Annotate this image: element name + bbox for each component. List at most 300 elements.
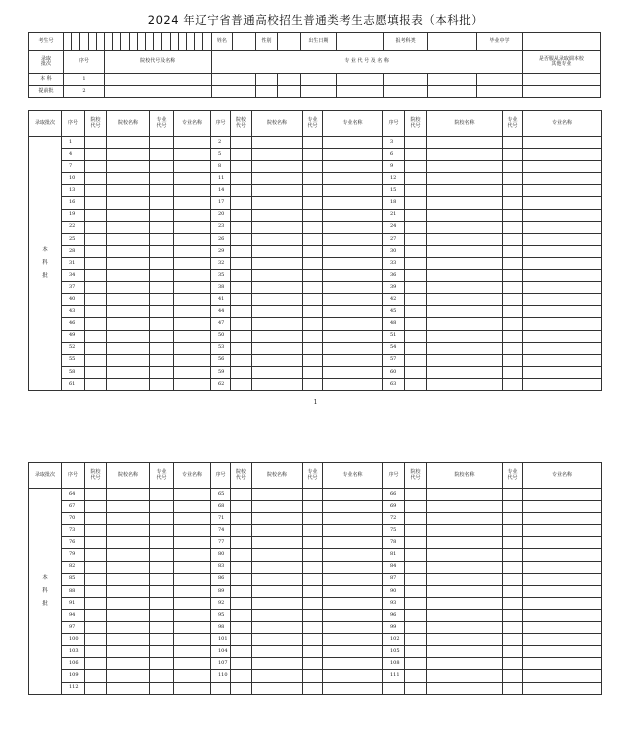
major-field[interactable]: [477, 74, 522, 86]
major-name-field[interactable]: [523, 294, 602, 306]
major-code-field[interactable]: [150, 549, 174, 561]
exam-no-digit[interactable]: [113, 33, 121, 51]
college-code-field[interactable]: [231, 622, 252, 634]
major-code-field[interactable]: [503, 245, 523, 257]
major-name-field[interactable]: [174, 549, 211, 561]
college-field[interactable]: [104, 86, 211, 98]
college-name-field[interactable]: [107, 245, 150, 257]
college-name-field[interactable]: [107, 330, 150, 342]
college-code-field[interactable]: [85, 537, 107, 549]
adjust-field[interactable]: [522, 74, 600, 86]
college-code-field[interactable]: [231, 330, 252, 342]
college-code-field[interactable]: [231, 161, 252, 173]
college-code-field[interactable]: [231, 378, 252, 390]
major-code-field[interactable]: [150, 257, 174, 269]
major-code-field[interactable]: [503, 646, 523, 658]
major-code-field[interactable]: [150, 306, 174, 318]
college-code-field[interactable]: [231, 221, 252, 233]
college-name-field[interactable]: [107, 270, 150, 282]
exam-no-digit[interactable]: [203, 33, 211, 51]
major-name-field[interactable]: [523, 549, 602, 561]
major-field[interactable]: [300, 74, 336, 86]
major-field[interactable]: [477, 86, 522, 98]
school-field[interactable]: [522, 33, 600, 51]
college-name-field[interactable]: [427, 525, 503, 537]
college-code-field[interactable]: [405, 330, 427, 342]
college-code-field[interactable]: [85, 161, 107, 173]
major-code-field[interactable]: [303, 597, 323, 609]
college-code-field[interactable]: [85, 646, 107, 658]
college-name-field[interactable]: [427, 257, 503, 269]
major-name-field[interactable]: [523, 537, 602, 549]
major-name-field[interactable]: [523, 525, 602, 537]
major-name-field[interactable]: [174, 197, 211, 209]
major-code-field[interactable]: [503, 489, 523, 501]
major-code-field[interactable]: [303, 173, 323, 185]
major-code-field[interactable]: [150, 366, 174, 378]
major-name-field[interactable]: [323, 209, 383, 221]
college-name-field[interactable]: [107, 622, 150, 634]
college-code-field[interactable]: [405, 354, 427, 366]
major-field[interactable]: [255, 74, 278, 86]
major-code-field[interactable]: [303, 149, 323, 161]
major-code-field[interactable]: [150, 161, 174, 173]
college-code-field[interactable]: [405, 306, 427, 318]
major-name-field[interactable]: [323, 525, 383, 537]
college-code-field[interactable]: [85, 378, 107, 390]
college-name-field[interactable]: [427, 658, 503, 670]
college-name-field[interactable]: [252, 525, 303, 537]
college-name-field[interactable]: [107, 573, 150, 585]
major-name-field[interactable]: [523, 609, 602, 621]
college-code-field[interactable]: [405, 573, 427, 585]
adjust-field[interactable]: [522, 86, 600, 98]
college-code-field[interactable]: [231, 597, 252, 609]
major-name-field[interactable]: [323, 257, 383, 269]
major-name-field[interactable]: [174, 318, 211, 330]
major-code-field[interactable]: [503, 173, 523, 185]
college-code-field[interactable]: [405, 173, 427, 185]
major-name-field[interactable]: [323, 161, 383, 173]
major-code-field[interactable]: [503, 221, 523, 233]
college-name-field[interactable]: [252, 221, 303, 233]
college-name-field[interactable]: [107, 549, 150, 561]
major-name-field[interactable]: [523, 173, 602, 185]
exam-no-digit[interactable]: [88, 33, 96, 51]
college-code-field[interactable]: [85, 137, 107, 149]
college-code-field[interactable]: [405, 149, 427, 161]
major-name-field[interactable]: [323, 197, 383, 209]
college-code-field[interactable]: [405, 622, 427, 634]
major-code-field[interactable]: [150, 682, 174, 694]
major-code-field[interactable]: [503, 282, 523, 294]
major-name-field[interactable]: [523, 489, 602, 501]
college-name-field[interactable]: [427, 233, 503, 245]
major-name-field[interactable]: [323, 306, 383, 318]
college-name-field[interactable]: [427, 221, 503, 233]
college-code-field[interactable]: [405, 209, 427, 221]
college-name-field[interactable]: [427, 549, 503, 561]
college-code-field[interactable]: [405, 185, 427, 197]
college-code-field[interactable]: [405, 378, 427, 390]
college-code-field[interactable]: [85, 330, 107, 342]
major-code-field[interactable]: [303, 233, 323, 245]
college-code-field[interactable]: [405, 634, 427, 646]
college-name-field[interactable]: [427, 573, 503, 585]
major-code-field[interactable]: [150, 294, 174, 306]
college-code-field[interactable]: [405, 609, 427, 621]
major-name-field[interactable]: [523, 282, 602, 294]
college-name-field[interactable]: [252, 561, 303, 573]
college-field[interactable]: [104, 74, 211, 86]
college-code-field[interactable]: [85, 597, 107, 609]
major-code-field[interactable]: [303, 573, 323, 585]
college-name-field[interactable]: [107, 137, 150, 149]
major-name-field[interactable]: [323, 682, 383, 694]
major-name-field[interactable]: [523, 318, 602, 330]
college-code-field[interactable]: [85, 342, 107, 354]
college-name-field[interactable]: [427, 149, 503, 161]
major-name-field[interactable]: [174, 233, 211, 245]
major-name-field[interactable]: [323, 366, 383, 378]
college-code-field[interactable]: [231, 209, 252, 221]
major-name-field[interactable]: [523, 245, 602, 257]
major-name-field[interactable]: [174, 366, 211, 378]
exam-no-digit[interactable]: [121, 33, 129, 51]
major-name-field[interactable]: [523, 622, 602, 634]
college-code-field[interactable]: [405, 270, 427, 282]
college-code-field[interactable]: [85, 318, 107, 330]
major-name-field[interactable]: [523, 366, 602, 378]
college-name-field[interactable]: [427, 185, 503, 197]
college-code-field[interactable]: [231, 573, 252, 585]
major-name-field[interactable]: [174, 585, 211, 597]
college-code-field[interactable]: [231, 366, 252, 378]
major-name-field[interactable]: [523, 585, 602, 597]
name-field[interactable]: [233, 33, 256, 51]
major-code-field[interactable]: [303, 561, 323, 573]
major-code-field[interactable]: [150, 270, 174, 282]
college-code-field[interactable]: [231, 257, 252, 269]
college-code-field[interactable]: [231, 634, 252, 646]
college-name-field[interactable]: [107, 342, 150, 354]
college-code-field[interactable]: [85, 489, 107, 501]
major-code-field[interactable]: [303, 270, 323, 282]
major-name-field[interactable]: [174, 609, 211, 621]
category-field[interactable]: [428, 33, 477, 51]
college-name-field[interactable]: [252, 609, 303, 621]
college-name-field[interactable]: [252, 342, 303, 354]
major-name-field[interactable]: [523, 270, 602, 282]
college-name-field[interactable]: [107, 597, 150, 609]
college-code-field[interactable]: [231, 318, 252, 330]
exam-no-digit[interactable]: [162, 33, 170, 51]
major-code-field[interactable]: [150, 561, 174, 573]
college-code-field[interactable]: [85, 306, 107, 318]
major-code-field[interactable]: [503, 634, 523, 646]
major-name-field[interactable]: [174, 634, 211, 646]
college-code-field[interactable]: [85, 658, 107, 670]
major-name-field[interactable]: [323, 318, 383, 330]
college-name-field[interactable]: [107, 634, 150, 646]
college-name-field[interactable]: [427, 489, 503, 501]
college-code-field[interactable]: [405, 342, 427, 354]
major-code-field[interactable]: [303, 318, 323, 330]
major-name-field[interactable]: [323, 561, 383, 573]
college-code-field[interactable]: [85, 585, 107, 597]
college-code-field[interactable]: [85, 549, 107, 561]
major-name-field[interactable]: [323, 245, 383, 257]
major-field[interactable]: [278, 74, 301, 86]
major-code-field[interactable]: [503, 294, 523, 306]
college-code-field[interactable]: [405, 245, 427, 257]
major-code-field[interactable]: [303, 221, 323, 233]
major-name-field[interactable]: [323, 270, 383, 282]
college-name-field[interactable]: [252, 282, 303, 294]
college-name-field[interactable]: [427, 245, 503, 257]
college-name-field[interactable]: [252, 354, 303, 366]
college-name-field[interactable]: [427, 561, 503, 573]
major-code-field[interactable]: [303, 257, 323, 269]
major-name-field[interactable]: [174, 173, 211, 185]
major-code-field[interactable]: [303, 634, 323, 646]
major-name-field[interactable]: [523, 378, 602, 390]
major-code-field[interactable]: [503, 270, 523, 282]
college-name-field[interactable]: [427, 646, 503, 658]
college-name-field[interactable]: [107, 513, 150, 525]
major-field[interactable]: [211, 86, 255, 98]
major-name-field[interactable]: [323, 233, 383, 245]
major-code-field[interactable]: [150, 330, 174, 342]
college-code-field[interactable]: [231, 585, 252, 597]
college-code-field[interactable]: [405, 549, 427, 561]
college-name-field[interactable]: [107, 282, 150, 294]
major-code-field[interactable]: [503, 185, 523, 197]
college-name-field[interactable]: [252, 137, 303, 149]
major-name-field[interactable]: [523, 682, 602, 694]
college-code-field[interactable]: [231, 646, 252, 658]
major-code-field[interactable]: [150, 634, 174, 646]
major-code-field[interactable]: [303, 622, 323, 634]
major-code-field[interactable]: [503, 670, 523, 682]
college-name-field[interactable]: [107, 306, 150, 318]
college-name-field[interactable]: [427, 197, 503, 209]
major-name-field[interactable]: [174, 270, 211, 282]
college-name-field[interactable]: [252, 634, 303, 646]
college-name-field[interactable]: [427, 270, 503, 282]
major-name-field[interactable]: [323, 149, 383, 161]
college-name-field[interactable]: [107, 670, 150, 682]
major-name-field[interactable]: [174, 137, 211, 149]
major-name-field[interactable]: [174, 354, 211, 366]
major-name-field[interactable]: [523, 330, 602, 342]
college-code-field[interactable]: [405, 161, 427, 173]
college-name-field[interactable]: [252, 597, 303, 609]
college-name-field[interactable]: [427, 501, 503, 513]
college-name-field[interactable]: [107, 221, 150, 233]
college-code-field[interactable]: [85, 221, 107, 233]
college-code-field[interactable]: [85, 366, 107, 378]
major-name-field[interactable]: [323, 173, 383, 185]
major-code-field[interactable]: [303, 658, 323, 670]
college-code-field[interactable]: [405, 233, 427, 245]
college-name-field[interactable]: [427, 137, 503, 149]
college-code-field[interactable]: [405, 197, 427, 209]
college-name-field[interactable]: [427, 634, 503, 646]
college-code-field[interactable]: [231, 282, 252, 294]
major-name-field[interactable]: [523, 342, 602, 354]
major-code-field[interactable]: [303, 585, 323, 597]
major-name-field[interactable]: [174, 161, 211, 173]
major-code-field[interactable]: [303, 646, 323, 658]
major-name-field[interactable]: [523, 306, 602, 318]
major-name-field[interactable]: [523, 257, 602, 269]
major-name-field[interactable]: [174, 342, 211, 354]
major-name-field[interactable]: [523, 634, 602, 646]
college-code-field[interactable]: [405, 537, 427, 549]
college-name-field[interactable]: [252, 318, 303, 330]
college-code-field[interactable]: [85, 501, 107, 513]
major-code-field[interactable]: [303, 330, 323, 342]
major-name-field[interactable]: [174, 257, 211, 269]
major-code-field[interactable]: [503, 525, 523, 537]
birth-field[interactable]: [336, 33, 383, 51]
major-name-field[interactable]: [323, 513, 383, 525]
college-name-field[interactable]: [427, 585, 503, 597]
college-name-field[interactable]: [427, 306, 503, 318]
major-name-field[interactable]: [523, 221, 602, 233]
college-code-field[interactable]: [405, 137, 427, 149]
major-code-field[interactable]: [150, 149, 174, 161]
major-name-field[interactable]: [523, 233, 602, 245]
college-code-field[interactable]: [405, 221, 427, 233]
major-code-field[interactable]: [503, 585, 523, 597]
exam-no-digit[interactable]: [137, 33, 145, 51]
major-name-field[interactable]: [523, 185, 602, 197]
college-name-field[interactable]: [107, 537, 150, 549]
major-code-field[interactable]: [503, 209, 523, 221]
major-code-field[interactable]: [503, 318, 523, 330]
major-code-field[interactable]: [503, 197, 523, 209]
college-name-field[interactable]: [107, 501, 150, 513]
college-name-field[interactable]: [252, 149, 303, 161]
major-field[interactable]: [384, 86, 428, 98]
college-name-field[interactable]: [252, 585, 303, 597]
college-code-field[interactable]: [85, 622, 107, 634]
major-code-field[interactable]: [150, 221, 174, 233]
exam-no-digit[interactable]: [186, 33, 194, 51]
college-code-field[interactable]: [405, 561, 427, 573]
college-name-field[interactable]: [252, 646, 303, 658]
major-code-field[interactable]: [303, 137, 323, 149]
college-name-field[interactable]: [252, 573, 303, 585]
major-code-field[interactable]: [303, 245, 323, 257]
college-name-field[interactable]: [252, 161, 303, 173]
college-name-field[interactable]: [107, 197, 150, 209]
major-name-field[interactable]: [323, 658, 383, 670]
college-code-field[interactable]: [85, 233, 107, 245]
exam-no-digit[interactable]: [178, 33, 186, 51]
college-code-field[interactable]: [231, 609, 252, 621]
major-code-field[interactable]: [150, 670, 174, 682]
major-code-field[interactable]: [150, 513, 174, 525]
major-code-field[interactable]: [303, 525, 323, 537]
major-name-field[interactable]: [174, 597, 211, 609]
college-name-field[interactable]: [252, 501, 303, 513]
major-name-field[interactable]: [174, 330, 211, 342]
major-name-field[interactable]: [174, 670, 211, 682]
major-code-field[interactable]: [303, 185, 323, 197]
major-name-field[interactable]: [323, 221, 383, 233]
major-name-field[interactable]: [523, 161, 602, 173]
exam-no-digit[interactable]: [129, 33, 137, 51]
exam-no-digit[interactable]: [96, 33, 104, 51]
major-code-field[interactable]: [503, 573, 523, 585]
college-code-field[interactable]: [231, 197, 252, 209]
college-code-field[interactable]: [231, 549, 252, 561]
major-name-field[interactable]: [323, 501, 383, 513]
major-code-field[interactable]: [303, 537, 323, 549]
major-name-field[interactable]: [323, 537, 383, 549]
major-name-field[interactable]: [323, 609, 383, 621]
major-code-field[interactable]: [503, 501, 523, 513]
college-code-field[interactable]: [405, 597, 427, 609]
college-name-field[interactable]: [427, 513, 503, 525]
exam-no-digit[interactable]: [154, 33, 162, 51]
college-name-field[interactable]: [252, 537, 303, 549]
college-code-field[interactable]: [231, 173, 252, 185]
college-code-field[interactable]: [85, 670, 107, 682]
major-code-field[interactable]: [150, 342, 174, 354]
college-code-field[interactable]: [231, 501, 252, 513]
college-name-field[interactable]: [252, 658, 303, 670]
college-code-field[interactable]: [231, 306, 252, 318]
major-name-field[interactable]: [523, 561, 602, 573]
college-name-field[interactable]: [252, 209, 303, 221]
college-code-field[interactable]: [85, 513, 107, 525]
major-name-field[interactable]: [174, 622, 211, 634]
major-name-field[interactable]: [174, 221, 211, 233]
major-name-field[interactable]: [323, 670, 383, 682]
major-name-field[interactable]: [323, 185, 383, 197]
major-code-field[interactable]: [150, 622, 174, 634]
college-name-field[interactable]: [107, 173, 150, 185]
major-code-field[interactable]: [303, 501, 323, 513]
college-name-field[interactable]: [427, 354, 503, 366]
college-name-field[interactable]: [252, 513, 303, 525]
college-code-field[interactable]: [231, 185, 252, 197]
major-code-field[interactable]: [303, 342, 323, 354]
major-name-field[interactable]: [323, 549, 383, 561]
exam-no-digit[interactable]: [72, 33, 80, 51]
major-name-field[interactable]: [323, 585, 383, 597]
college-name-field[interactable]: [252, 185, 303, 197]
major-name-field[interactable]: [174, 245, 211, 257]
major-name-field[interactable]: [174, 209, 211, 221]
college-code-field[interactable]: [85, 354, 107, 366]
major-code-field[interactable]: [303, 294, 323, 306]
major-field[interactable]: [428, 86, 477, 98]
college-code-field[interactable]: [231, 342, 252, 354]
major-name-field[interactable]: [323, 646, 383, 658]
college-code-field[interactable]: [85, 573, 107, 585]
major-code-field[interactable]: [303, 670, 323, 682]
college-code-field[interactable]: [85, 282, 107, 294]
major-name-field[interactable]: [523, 197, 602, 209]
major-code-field[interactable]: [503, 257, 523, 269]
major-code-field[interactable]: [150, 609, 174, 621]
college-name-field[interactable]: [252, 270, 303, 282]
